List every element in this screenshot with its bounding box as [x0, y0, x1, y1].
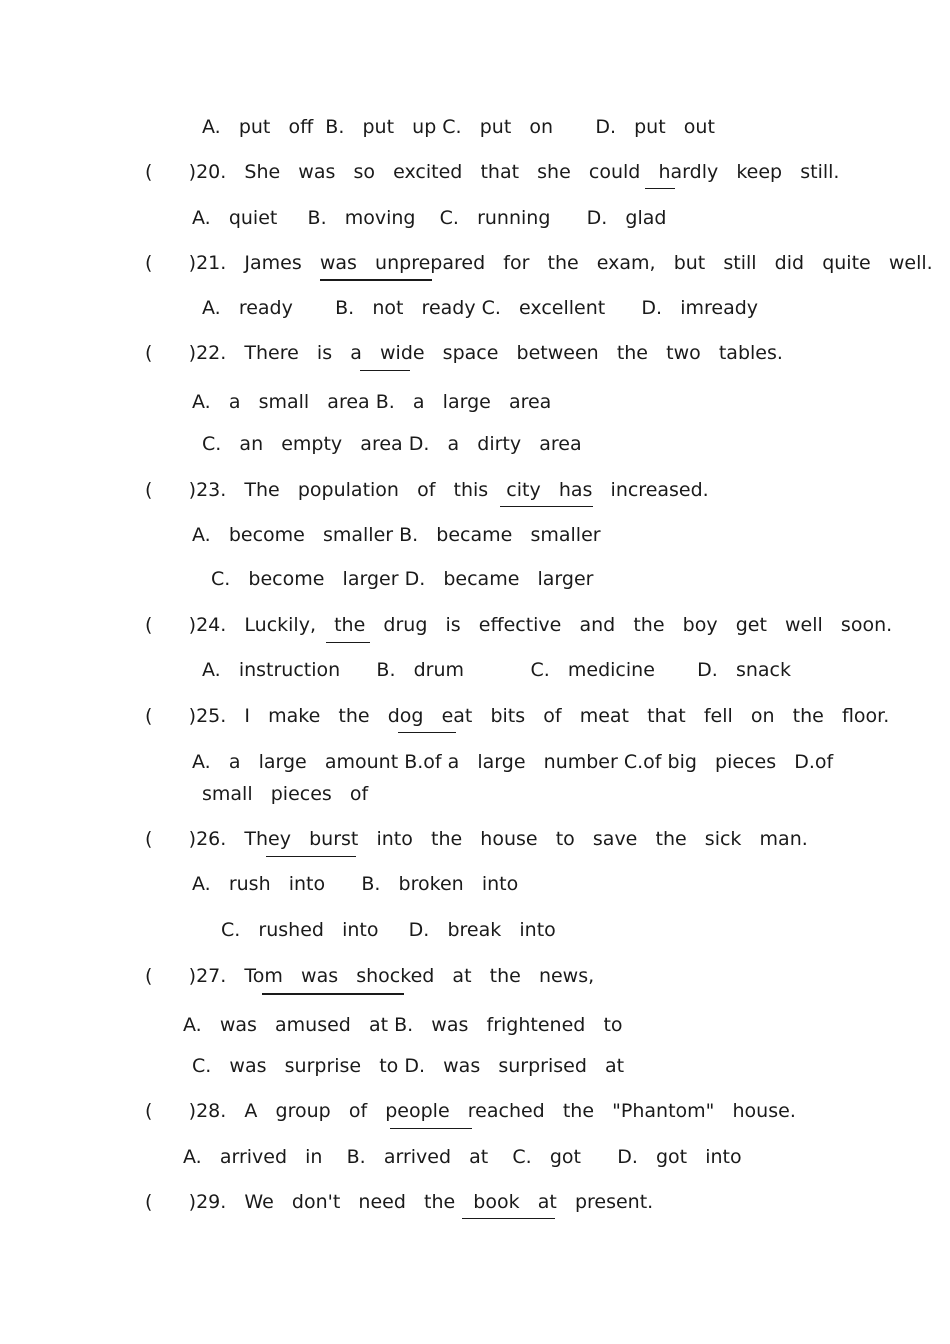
ln-19: ( )27. Tom was shocked at the news,: [145, 965, 595, 987]
ln-22: ( )28. A group of people reached the "Phantom" house.: [145, 1100, 796, 1122]
ln-11: ( )24. Luckily, the drug is effective and the boy get well soon.: [145, 614, 893, 636]
underline-unprepared: [320, 279, 432, 281]
ln-9: A. become smaller B. became smaller: [192, 524, 601, 546]
ln-8: ( )23. The population of this city has increased.: [145, 479, 709, 501]
ln-4: A. ready B. not ready C. excellent D. imready: [202, 297, 759, 319]
ln-21: C. was surprise to D. was surprised at: [192, 1055, 625, 1077]
ln-0: A. put off B. put up C. put on D. put out: [202, 116, 715, 138]
underline-was-shocked: [262, 993, 404, 995]
ln-7: C. an empty area D. a dirty area: [202, 433, 582, 455]
ln-1: ( )20. She was so excited that she could hardly keep still.: [145, 161, 840, 183]
underline-burst: [266, 856, 356, 857]
underline-hardly: [645, 188, 675, 189]
ln-6: A. a small area B. a large area: [192, 391, 552, 413]
ln-2: A. quiet B. moving C. running D. glad: [192, 207, 667, 229]
ln-10: C. become larger D. became larger: [211, 568, 594, 590]
ln-13: ( )25. I make the dog eat bits of meat that fell on the floor.: [145, 705, 890, 727]
underline-book-at: [462, 1218, 555, 1219]
ln-16: ( )26. They burst into the house to save the sick man.: [145, 828, 808, 850]
ln-3: ( )21. James was unprepared for the exam, but still did quite well.: [145, 252, 933, 274]
ln-18: C. rushed into D. break into: [221, 919, 556, 941]
ln-17: A. rush into B. broken into: [192, 873, 519, 895]
ln-20: A. was amused at B. was frightened to: [183, 1014, 623, 1036]
ln-5: ( )22. There is a wide space between the two tables.: [145, 342, 783, 364]
underline-the-drug: [326, 642, 370, 643]
ln-15: small pieces of: [202, 783, 369, 805]
ln-12: A. instruction B. drum C. medicine D. snack: [202, 659, 791, 681]
ln-23: A. arrived in B. arrived at C. got D. got into: [183, 1146, 742, 1168]
ln-24: ( )29. We don't need the book at present.: [145, 1191, 654, 1213]
underline-wide: [360, 370, 410, 371]
underline-dog-eat: [398, 732, 456, 733]
underline-people: [390, 1128, 472, 1129]
underline-city-has: [500, 506, 593, 507]
ln-14: A. a large amount B.of a large number C.of big pieces D.of: [192, 751, 834, 773]
